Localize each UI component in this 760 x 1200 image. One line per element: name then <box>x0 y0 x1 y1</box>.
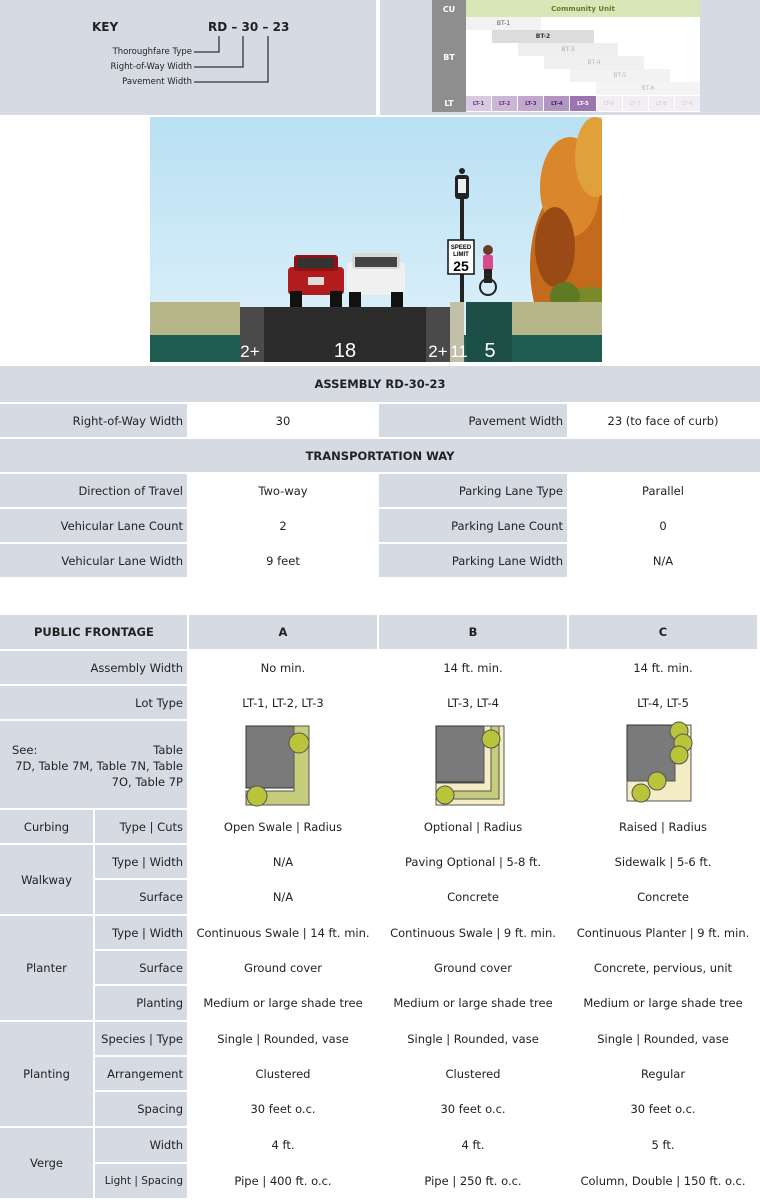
planting-spacing-c: 30 feet o.c. <box>569 1092 757 1126</box>
dim-verge: 5 <box>484 340 496 362</box>
lot-type-b: LT-3, LT-4 <box>379 686 567 719</box>
curbing-type-c: Raised | Radius <box>569 810 757 843</box>
lt-7-cell: LT-7 <box>623 96 648 111</box>
frontage-diagram-c <box>569 721 757 808</box>
see-tables-line2: 7D, Table 7M, Table 7N, Table <box>15 759 183 773</box>
lane-width-label: Vehicular Lane Width <box>0 544 187 577</box>
dim-left-curb: 2+ <box>240 342 260 361</box>
bt-6-label: BT-6 <box>641 85 655 92</box>
frontage-col-b: B <box>379 615 567 649</box>
key-label-row: Right-of-Way Width <box>110 62 192 72</box>
speed-sign-line1: SPEED <box>450 245 472 251</box>
group-walkway: Walkway <box>0 845 93 914</box>
planting-spacing-b: 30 feet o.c. <box>379 1092 567 1126</box>
verge-light-b: Pipe | 250 ft. o.c. <box>379 1164 567 1198</box>
community-unit-label: Community Unit <box>551 4 615 13</box>
lot-type-label: Lot Type <box>0 686 187 719</box>
planter-surface-b: Ground cover <box>379 951 567 984</box>
bt-3-bar <box>518 43 618 56</box>
key-label-pavement: Pavement Width <box>122 77 192 87</box>
walkway-surface-b: Concrete <box>379 880 567 914</box>
planting-species-label: Species | Type <box>95 1022 187 1055</box>
curbing-type-label: Type | Cuts <box>95 810 187 843</box>
lt-3-cell: LT-3 <box>518 96 543 111</box>
verge-light-label: Light | Spacing <box>95 1164 187 1198</box>
frontage-diagram-a <box>189 721 377 808</box>
walkway-type-c: Sidewalk | 5-6 ft. <box>569 845 757 878</box>
planting-species-a: Single | Rounded, vase <box>189 1022 377 1055</box>
bt-5-label: BT-5 <box>613 72 627 79</box>
see-label: See: <box>12 743 38 757</box>
key-label-thoroughfare: Thoroughfare Type <box>112 47 192 57</box>
verge-width-label: Width <box>95 1128 187 1162</box>
curbing-type-b: Optional | Radius <box>379 810 567 843</box>
bt-1-label: BT-1 <box>496 20 511 27</box>
group-verge: Verge <box>0 1128 93 1198</box>
see-tables-line3: 7O, Table 7P <box>111 775 183 789</box>
lt-6-cell: LT-6 <box>597 96 622 111</box>
lane-count-label: Vehicular Lane Count <box>0 509 187 542</box>
bt-6-bar <box>596 82 700 95</box>
frontage-diagram-a-cell <box>189 721 377 808</box>
planting-arrangement-b: Clustered <box>379 1057 567 1090</box>
dim-right-curb: 2+ <box>428 342 448 361</box>
row-width-value: 30 <box>189 404 377 437</box>
community-unit-bar <box>466 0 700 17</box>
lane-width-value: 9 feet <box>189 544 377 577</box>
pavement-width-label: Pavement Width <box>379 404 567 437</box>
verge-width-a: 4 ft. <box>189 1128 377 1162</box>
frontage-col-a: A <box>189 615 377 649</box>
lt-4-cell: LT-4 <box>544 96 569 111</box>
see-reference-cell <box>0 721 187 808</box>
bt-2-label: BT-2 <box>535 33 551 40</box>
assembly-width-a: No min. <box>189 651 377 684</box>
walkway-type-a: N/A <box>189 845 377 878</box>
key-connector-lines <box>190 34 280 90</box>
dim-sidewalk-1: 1 <box>450 342 460 361</box>
planting-spacing-a: 30 feet o.c. <box>189 1092 377 1126</box>
pavement-width-value: 23 (to face of curb) <box>569 404 757 437</box>
assembly-title: ASSEMBLY RD-30-23 <box>0 366 760 402</box>
group-curbing: Curbing <box>0 810 93 843</box>
parking-count-label: Parking Lane Count <box>379 509 567 542</box>
planter-planting-c: Medium or large shade tree <box>569 986 757 1020</box>
lot-type-a: LT-1, LT-2, LT-3 <box>189 686 377 719</box>
planting-arrangement-label: Arrangement <box>95 1057 187 1090</box>
transect-row-bt: BT <box>443 52 455 62</box>
lt-9-cell: LT-9 <box>675 96 700 111</box>
lt-2-cell: LT-2 <box>492 96 517 111</box>
lot-type-c: LT-4, LT-5 <box>569 686 757 719</box>
key-title: KEY <box>92 20 119 34</box>
transportation-title: TRANSPORTATION WAY <box>0 439 760 472</box>
see-table-word: Table <box>153 743 183 757</box>
curbing-type-a: Open Swale | Radius <box>189 810 377 843</box>
frontage-diagram-c-cell <box>569 721 757 808</box>
planter-surface-label: Surface <box>95 951 187 984</box>
verge-light-a: Pipe | 400 ft. o.c. <box>189 1164 377 1198</box>
parking-width-label: Parking Lane Width <box>379 544 567 577</box>
bt-1-bar <box>466 17 541 30</box>
walkway-type-label: Type | Width <box>95 845 187 878</box>
frontage-col-c: C <box>569 615 757 649</box>
group-planter: Planter <box>0 916 93 1020</box>
walkway-type-b: Paving Optional | 5-8 ft. <box>379 845 567 878</box>
lt-8-cell: LT-8 <box>649 96 674 111</box>
planter-surface-c: Concrete, pervious, unit <box>569 951 757 984</box>
planter-planting-a: Medium or large shade tree <box>189 986 377 1020</box>
bt-5-bar <box>570 69 670 82</box>
street-section-illustration <box>150 117 602 362</box>
planting-arrangement-c: Regular <box>569 1057 757 1090</box>
planter-type-c: Continuous Planter | 9 ft. min. <box>569 916 757 949</box>
transect-chart <box>432 0 700 112</box>
lt-strip <box>466 96 700 111</box>
frontage-diagram-b-cell <box>379 721 567 808</box>
verge-width-b: 4 ft. <box>379 1128 567 1162</box>
walkway-surface-c: Concrete <box>569 880 757 914</box>
lt-5-cell: LT-5 <box>570 96 595 111</box>
parking-count-value: 0 <box>569 509 757 542</box>
planting-species-c: Single | Rounded, vase <box>569 1022 757 1055</box>
bt-3-label: BT-3 <box>561 46 575 53</box>
bt-4-bar <box>544 56 644 69</box>
planter-planting-label: Planting <box>95 986 187 1020</box>
planter-planting-b: Medium or large shade tree <box>379 986 567 1020</box>
key-code: RD – 30 – 23 <box>208 20 290 34</box>
group-planting: Planting <box>0 1022 93 1126</box>
lt-1-cell: LT-1 <box>466 96 491 111</box>
direction-label: Direction of Travel <box>0 474 187 507</box>
dim-sidewalk-2: 1 <box>458 342 468 361</box>
assembly-width-c: 14 ft. min. <box>569 651 757 684</box>
speed-limit-sign <box>448 240 474 274</box>
lane-count-value: 2 <box>189 509 377 542</box>
frontage-diagram-b <box>379 721 567 808</box>
parking-type-label: Parking Lane Type <box>379 474 567 507</box>
planter-type-label: Type | Width <box>95 916 187 949</box>
planting-arrangement-a: Clustered <box>189 1057 377 1090</box>
planter-surface-a: Ground cover <box>189 951 377 984</box>
speed-sign-line2: LIMIT <box>453 252 469 258</box>
transect-row-cu: CU <box>442 4 456 14</box>
bt-4-label: BT-4 <box>587 59 601 66</box>
verge-light-c: Column, Double | 150 ft. o.c. <box>569 1164 757 1198</box>
assembly-width-b: 14 ft. min. <box>379 651 567 684</box>
frontage-title: PUBLIC FRONTAGE <box>0 615 187 649</box>
direction-value: Two-way <box>189 474 377 507</box>
assembly-width-label: Assembly Width <box>0 651 187 684</box>
walkway-surface-a: N/A <box>189 880 377 914</box>
speed-sign-value: 25 <box>453 258 469 274</box>
row-width-label: Right-of-Way Width <box>0 404 187 437</box>
walkway-surface-label: Surface <box>95 880 187 914</box>
planter-type-b: Continuous Swale | 9 ft. min. <box>379 916 567 949</box>
dim-pavement: 18 <box>333 340 357 362</box>
key-panel <box>0 0 376 115</box>
parking-width-value: N/A <box>569 544 757 577</box>
verge-width-c: 5 ft. <box>569 1128 757 1162</box>
planter-type-a: Continuous Swale | 14 ft. min. <box>189 916 377 949</box>
planting-species-b: Single | Rounded, vase <box>379 1022 567 1055</box>
parking-type-value: Parallel <box>569 474 757 507</box>
planting-spacing-label: Spacing <box>95 1092 187 1126</box>
bt-2-bar <box>492 30 594 43</box>
transect-row-lt: LT <box>444 98 454 108</box>
